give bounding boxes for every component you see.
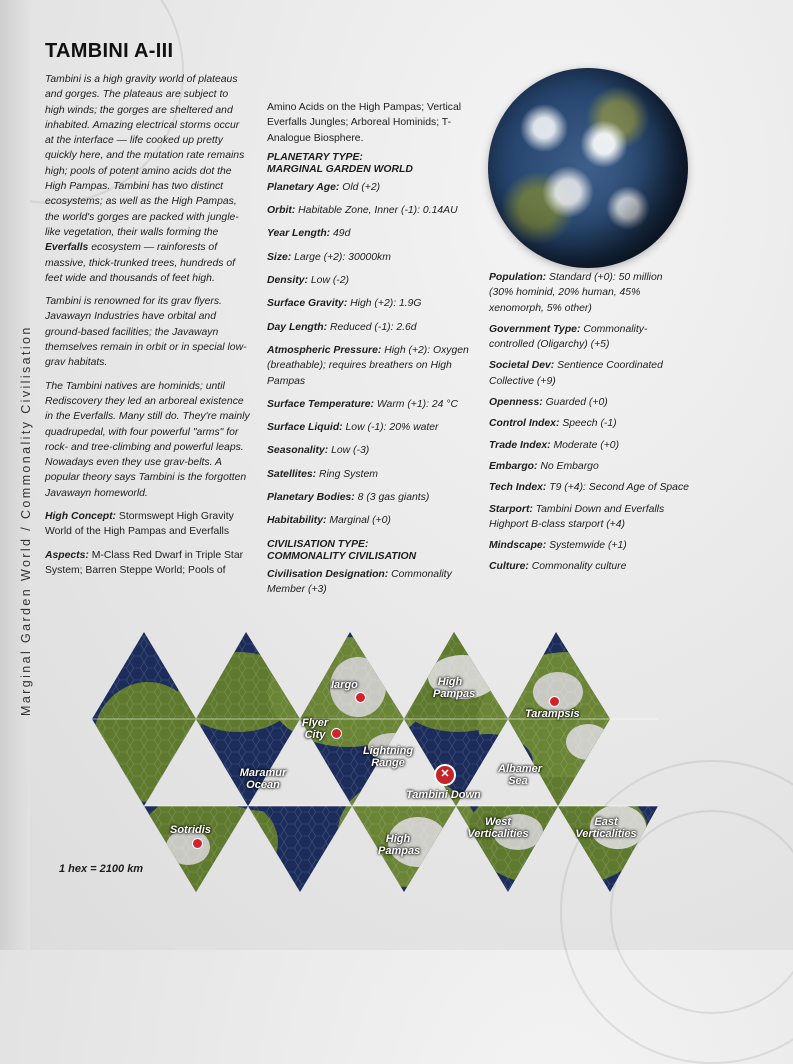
intro-paragraph: The Tambini natives are hominids; until Rediscovery they led an arboreal existence in the Everfalls. Many still do. They're mainly quadrupedal, with four powerful "arms" for rock- and tree-climbing and powerful leaps. Nowadays even they use grav-belts. A popular theory says Tambini is the forgotten Javawayn homeworld. [45,380,250,499]
stat-row: Density: Low (-2) [267,275,349,287]
stat-row: Surface Gravity: High (+2): 1.9G [267,298,422,310]
map-label-east-verticalities: East Verticalities [575,816,637,840]
city-marker [192,838,203,849]
stat-row: Orbit: Habitable Zone, Inner (-1): 0.14AU [267,205,458,217]
map-label-tarampsis: Tarampsis [525,708,580,720]
page-title: TAMBINI A-III [45,40,174,62]
map-scale: 1 hex = 2100 km [59,863,144,875]
map-label-high-pampas: High Pampas [378,833,421,857]
sidebar-running-title: Marginal Garden World / Commonality Civilisation [19,325,33,716]
stat-row: Government Type: Commonality-controlled (Oligarchy) (+5) [489,323,648,351]
planetary-type-heading: PLANETARY TYPE: MARGINAL GARDEN WORLD [267,151,413,175]
stat-row: Population: Standard (+0): 50 million (30% hominid, 20% human, 45% xenomorph, 5% other) [489,272,663,314]
stat-row: Trade Index: Moderate (+0) [489,439,620,451]
stat-row: Tech Index: T9 (+4): Second Age of Space [489,482,689,494]
stat-row: Societal Dev: Sentience Coordinated Collective (+9) [489,360,663,387]
stat-row: Seasonality: Low (-3) [267,445,370,457]
civilisation-type-heading: CIVILISATION TYPE: COMMONALITY CIVILISATION [267,538,417,562]
aspects-continued: Amino Acids on the High Pampas; Vertical Everfalls Jungles; Arboreal Hominids; T-Analogue Biosphere. [267,102,462,144]
map-label-iargo: Iargo [331,679,358,691]
city-marker [355,692,366,703]
stat-row: Starport: Tambini Down and Everfalls Highport B-class starport (+4) [489,503,665,530]
stat-row: Day Length: Reduced (-1): 2.6d [267,321,417,333]
map-label-sotridis: Sotridis [170,824,211,836]
map-label-high-pampas: High Pampas [433,676,476,700]
civilisation-designation: Civilisation Designation: Commonality Member (+3) [267,568,452,595]
intro-paragraph: Tambini is renowned for its grav flyers. Javawayn Industries have orbital and ground-based facilities; the Javawayn themselves remain in orbit or in special low-grav habitats. [45,296,247,369]
stat-row: Planetary Age: Old (+2) [267,181,381,193]
high-concept: High Concept: Stormswept High Gravity World of the High Pampas and Everfalls [45,511,234,538]
map-label-lightning-range: Lightning Range [362,745,414,769]
stat-row: Mindscape: Systemwide (+1) [489,540,627,552]
stat-row: Control Index: Speech (-1) [489,418,617,430]
city-marker [331,728,342,739]
capital-starport-marker: ✕ [434,764,456,786]
stat-row: Size: Large (+2): 30000km [267,251,391,263]
aspects: Aspects: M-Class Red Dwarf in Triple Star System; Barren Steppe World; Pools of [45,549,244,576]
column-intro [45,72,250,586]
city-marker [549,696,560,707]
civilisation-stats [489,270,689,575]
map-label-tambini-down: Tambini Down [406,789,481,801]
stat-row: Year Length: 49d [267,228,351,240]
map-label-albamer-sea: Albamer Sea [498,763,543,787]
everfalls-term: Everfalls [45,242,89,254]
stat-row: Surface Liquid: Low (-1): 20% water [267,422,439,434]
planetary-stats [267,180,477,529]
stat-row: Planetary Bodies: 8 (3 gas giants) [267,492,430,504]
stat-row: Atmospheric Pressure: High (+2): Oxygen (breathable); requires breathers on High Pampas [267,344,469,387]
stat-row: Openness: Guarded (+0) [489,397,608,409]
map-label-flyer-city: Flyer City [301,717,329,741]
map-label-west-verticalities: West Verticalities [467,816,529,840]
planet-globe-image [488,68,688,268]
stat-row: Embargo: No Embargo [489,460,599,472]
stat-row: Culture: Commonality culture [489,561,627,573]
column-civilisation [489,270,689,581]
stat-row: Satellites: Ring System [267,468,378,480]
stat-row: Surface Temperature: Warm (+1): 24 °C [267,398,458,410]
world-map [88,632,658,892]
intro-paragraph: Tambini is a high gravity world of plateaus and gorges. The plateaus are subject to high winds; the gorges are sheltered and inhabited. Amazing electrical storms occur at the interface — life cooked up pretty quickly here, and the mutation rate remains high; pools of potent amino acids dot the High Pampas. Tambini has two distinct ecosystems; as well as the High Pampas, the world's gorges are packed with jungle-like vegetation, their walls forming the Everfalls ecosystem — rainforests of massive, thick-trunked trees, hundreds of feet wide and thousands of feet high. [45,74,245,284]
column-planetary [267,100,477,605]
stat-row: Habitability: Marginal (+0) [267,515,391,527]
map-label-maramur-ocean: Maramur Ocean [239,767,287,791]
